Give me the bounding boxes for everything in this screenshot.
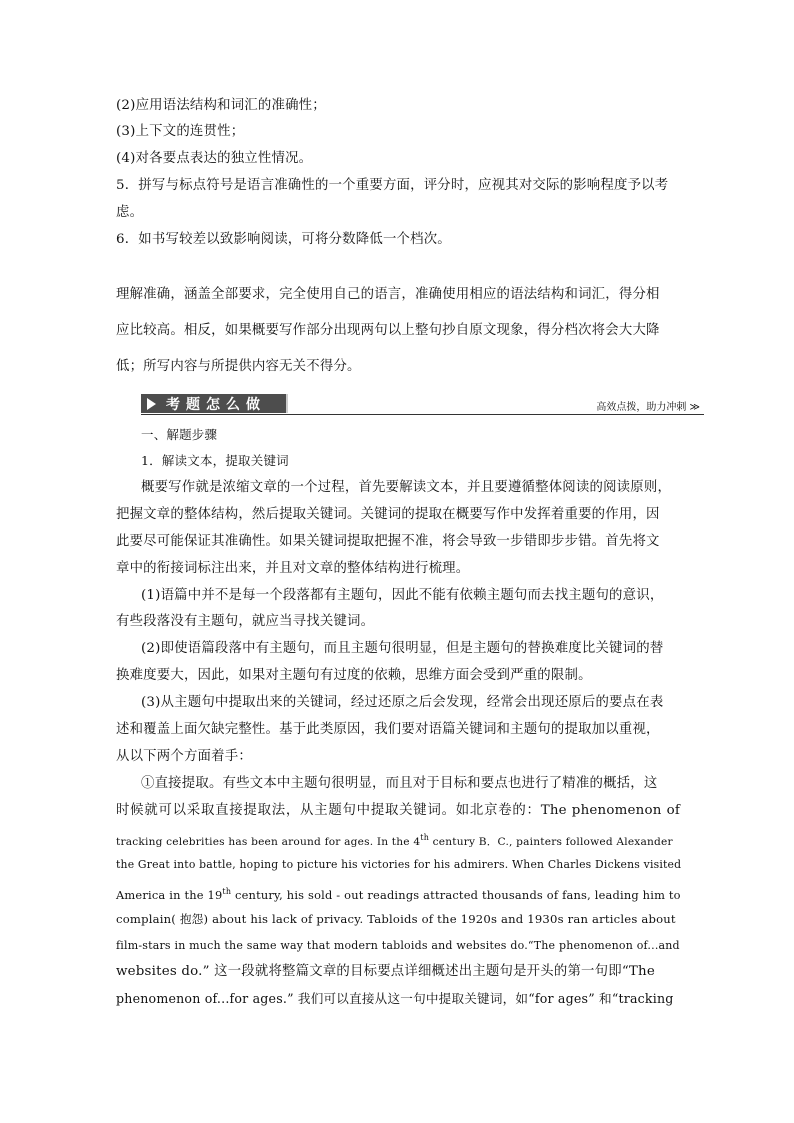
p5-line-3-b: century B．C., painters followed Alexander [429, 836, 673, 848]
list-item-4: (4)对各要点表达的独立性情况。 [116, 151, 313, 166]
p4-line-3: 从以下两个方面着手： [116, 749, 252, 764]
p5-line-8: websites do.” 这一段就将整篇文章的目标要点详细概述出主题句是开头的第一句即“The [116, 964, 655, 979]
p5-line-3-a: tracking celebrities has been around for ages. In the 4 [116, 836, 421, 848]
p5-line-5-b: century, his sold - out readings attracted thousands of fans, leading him to [231, 888, 681, 902]
superscript-th: th [222, 887, 232, 896]
p3-line-1: (2)即使语篇段落中有主题句，而且主题句很明显，但是主题句的替换难度比关键词的替 [141, 641, 664, 656]
p1-line-4: 章中的衔接词标注出来，并且对文章的整体结构进行梳理。 [116, 561, 470, 576]
p1-line-2: 把握文章的整体结构，然后提取关键词。关键词的提取在概要写作中发挥着重要的作用，因 [116, 507, 660, 522]
play-triangle-icon [147, 398, 156, 410]
p1-line-1: 概要写作就是浓缩文章的一个过程，首先要解读文本，并且要遵循整体阅读的阅读原则， [141, 480, 672, 495]
p2-line-1: (1)语篇中并不是每一个段落都有主题句，因此不能有依赖主题句而去找主题句的意识， [141, 588, 664, 603]
section-heading: 一、解题步骤 [141, 427, 218, 442]
banner-rule [141, 414, 704, 415]
banner-tab [141, 394, 288, 413]
sub-heading: 1．解读文本，提取关键词 [141, 453, 289, 468]
banner-title: 考题怎么做 [166, 396, 266, 413]
list-item-2: (2)应用语法结构和词汇的准确性； [116, 98, 326, 113]
p5-line-5 [116, 883, 681, 904]
superscript-th: th [420, 833, 430, 842]
note-line-2: 应比较高。相反，如果概要写作部分出现两句以上整句抄自原文现象，得分档次将会大大降 [116, 323, 660, 338]
note-line-3: 低；所写内容与所提供内容无关不得分。 [116, 359, 361, 374]
p5-line-3 [116, 829, 673, 851]
rule-5-line-1: 5．拼写与标点符号是语言准确性的一个重要方面，评分时，应视其对交际的影响程度予以考 [116, 178, 669, 193]
banner-right-text: 高效点拨，助力冲刺 ≫ [596, 402, 700, 413]
p5-line-7: film-stars in much the same way that modern tabloids and websites do.“The phenomenon of...and [116, 939, 680, 952]
note-line-1: 理解准确，涵盖全部要求，完全使用自己的语言，准确使用相应的语法结构和词汇，得分相 [116, 287, 660, 302]
p1-line-3: 此要尽可能保证其准确性。如果关键词提取把握不准，将会导致一步错即步步错。首先将文 [116, 534, 660, 549]
rule-5-line-2: 虑。 [116, 205, 144, 220]
p4-line-2: 述和覆盖上面欠缺完整性。基于此类原因，我们要对语篇关键词和主题句的提取加以重视， [116, 722, 660, 737]
p2-line-2: 有些段落没有主题句，就应当寻找关键词。 [116, 614, 375, 629]
p5-line-6: complain( 抱怨) about his lack of privacy. Tabloids of the 1920s and 1930s ran articles about [116, 912, 676, 926]
p5-line-9: phenomenon of...for ages.” 我们可以直接从这一句中提取关键词，如“for ages” 和“tracking [116, 991, 674, 1006]
list-item-3: (3)上下文的连贯性； [116, 124, 245, 139]
p5-line-2: 时候就可以采取直接提取法，从主题句中提取关键词。如北京卷的：The phenomenon of [116, 803, 680, 818]
p5-line-1: ①直接提取。有些文本中主题句很明显，而且对于目标和要点也进行了精准的概括，这 [141, 776, 658, 791]
p5-line-4: the Great into battle, hoping to picture his victories for his admirers. When Charles Dickens visited [116, 858, 682, 871]
p3-line-2: 换难度要大，因此，如果对主题句有过度的依赖，思维方面会受到严重的限制。 [116, 668, 592, 683]
section-banner [141, 393, 704, 415]
p5-line-5-a: America in the 19 [116, 888, 223, 902]
rule-6: 6．如书写较差以致影响阅读，可将分数降低一个档次。 [116, 232, 451, 247]
p4-line-1: (3)从主题句中提取出来的关键词，经过还原之后会发现，经常会出现还原后的要点在表 [141, 695, 664, 710]
